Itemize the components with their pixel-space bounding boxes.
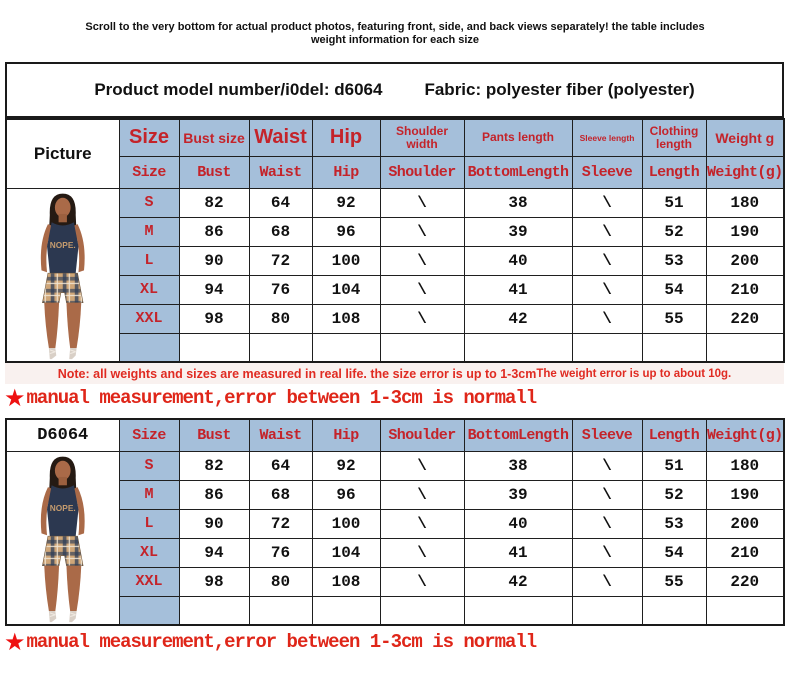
size-row <box>6 596 784 625</box>
header-size: Size <box>119 119 179 156</box>
measurement-cell: 39 <box>464 217 572 246</box>
model-photo <box>6 188 119 362</box>
star-icon: ★ <box>4 628 26 656</box>
size-row <box>6 567 784 596</box>
measurement-cell: \ <box>572 188 642 217</box>
measurement-cell: 52 <box>642 217 706 246</box>
measurement-cell: \ <box>380 275 464 304</box>
size-row <box>6 217 784 246</box>
measurement-cell: 39 <box>464 480 572 509</box>
measurement-cell: 190 <box>706 217 784 246</box>
measurement-cell: 42 <box>464 567 572 596</box>
size-row <box>6 480 784 509</box>
measurement-cell: 220 <box>706 304 784 333</box>
measurement-cell <box>464 596 572 625</box>
note-text-main: Note: all weights and sizes are measured in real life. the size error is up to 1-3cm <box>57 366 537 381</box>
measurement-cell: \ <box>380 246 464 275</box>
measurement-cell: 98 <box>179 567 249 596</box>
measurement-cell: 42 <box>464 304 572 333</box>
measurement-cell: 86 <box>179 217 249 246</box>
subheader-hip: Hip <box>312 156 380 188</box>
header-pants: Pants length <box>464 119 572 156</box>
header-shoulder: Shoulder width <box>380 119 464 156</box>
measurement-cell: 80 <box>249 304 312 333</box>
subheader-size: Size <box>119 156 179 188</box>
measurement-cell: 54 <box>642 538 706 567</box>
header-hip: Hip <box>312 119 380 156</box>
size-table-primary <box>5 118 785 363</box>
top-banner-line1: Scroll to the very bottom for actual product photos, featuring front, side, and back views separately! the table includes <box>85 21 705 33</box>
measurement-cell: 200 <box>706 509 784 538</box>
measurement-cell: 180 <box>706 451 784 480</box>
subheader-bust: Bust <box>179 419 249 451</box>
measurement-cell: \ <box>380 538 464 567</box>
subheader-length: Length <box>642 419 706 451</box>
top-banner-line2: weight information for each size <box>310 34 480 46</box>
size-label-cell: XL <box>119 275 179 304</box>
measurement-cell: \ <box>572 567 642 596</box>
note-text-sub: The weight error is up to about 10g. <box>536 367 732 380</box>
measurement-cell: 38 <box>464 188 572 217</box>
measurement-cell: \ <box>380 480 464 509</box>
measurement-cell: 76 <box>249 275 312 304</box>
size-label-cell: S <box>119 188 179 217</box>
header-waist: Waist <box>249 119 312 156</box>
header-row-1 <box>6 119 784 156</box>
manual-measurement-note-1 <box>4 386 790 410</box>
top-banner <box>0 0 790 47</box>
size-label-cell <box>119 596 179 625</box>
measurement-cell <box>179 596 249 625</box>
measurement-cell: 41 <box>464 538 572 567</box>
measurement-cell <box>249 596 312 625</box>
size-row <box>6 509 784 538</box>
measurement-cell: 90 <box>179 509 249 538</box>
note-bar <box>5 363 784 384</box>
measurement-cell: 64 <box>249 451 312 480</box>
measurement-cell: 53 <box>642 509 706 538</box>
size-label-cell: XXL <box>119 567 179 596</box>
size-label-cell: S <box>119 451 179 480</box>
measurement-cell: \ <box>572 509 642 538</box>
product-model-text: Product model number/i0del: d6064 <box>94 80 383 99</box>
measurement-cell <box>179 333 249 362</box>
measurement-cell <box>642 333 706 362</box>
measurement-cell: 55 <box>642 567 706 596</box>
size-row <box>6 246 784 275</box>
measurement-cell <box>572 333 642 362</box>
measurement-cell: 108 <box>312 567 380 596</box>
measurement-cell: \ <box>380 188 464 217</box>
measurement-cell <box>706 333 784 362</box>
measurement-cell <box>464 333 572 362</box>
size-row <box>6 451 784 480</box>
header-row-2 <box>6 156 784 188</box>
measurement-cell: 53 <box>642 246 706 275</box>
measurement-cell: 80 <box>249 567 312 596</box>
measurement-cell: 220 <box>706 567 784 596</box>
measurement-cell <box>706 596 784 625</box>
size-row <box>6 304 784 333</box>
size-label-cell: L <box>119 246 179 275</box>
measurement-cell: 72 <box>249 246 312 275</box>
header-row <box>6 419 784 451</box>
measurement-cell: 82 <box>179 451 249 480</box>
measurement-cell <box>312 333 380 362</box>
size-label-cell: XL <box>119 538 179 567</box>
measurement-cell <box>249 333 312 362</box>
manual-measurement-note-2 <box>4 630 790 654</box>
measurement-cell: \ <box>572 451 642 480</box>
subheader-shoulder: Shoulder <box>380 419 464 451</box>
subheader-weight-g: Weight(g) <box>706 156 784 188</box>
model-code-cell: D6064 <box>6 419 119 451</box>
measurement-cell: \ <box>572 304 642 333</box>
picture-header-cell: Picture <box>6 119 119 188</box>
model-photo <box>6 451 119 625</box>
measurement-cell: 40 <box>464 246 572 275</box>
measurement-cell: 38 <box>464 451 572 480</box>
measurement-cell: 51 <box>642 451 706 480</box>
subheader-waist: Waist <box>249 156 312 188</box>
star-icon: ★ <box>4 384 26 412</box>
measurement-cell: 190 <box>706 480 784 509</box>
measurement-cell: \ <box>380 567 464 596</box>
measurement-cell: 180 <box>706 188 784 217</box>
measurement-cell: \ <box>380 217 464 246</box>
measurement-cell <box>380 333 464 362</box>
measurement-cell: 94 <box>179 275 249 304</box>
measurement-cell: 51 <box>642 188 706 217</box>
measurement-cell: 210 <box>706 275 784 304</box>
size-row <box>6 188 784 217</box>
measurement-cell: 72 <box>249 509 312 538</box>
measurement-cell: 90 <box>179 246 249 275</box>
measurement-cell: 104 <box>312 538 380 567</box>
measurement-cell: 86 <box>179 480 249 509</box>
subheader-sleeve: Sleeve <box>572 419 642 451</box>
measurement-cell: 40 <box>464 509 572 538</box>
subheader-sleeve: Sleeve <box>572 156 642 188</box>
size-table-secondary <box>5 418 785 626</box>
measurement-cell: 200 <box>706 246 784 275</box>
measurement-cell: \ <box>380 451 464 480</box>
subheader-shoulder: Shoulder <box>380 156 464 188</box>
measurement-cell: 96 <box>312 480 380 509</box>
subheader-size: Size <box>119 419 179 451</box>
size-label-cell: M <box>119 480 179 509</box>
subheader-bust: Bust <box>179 156 249 188</box>
size-row <box>6 333 784 362</box>
subheader-hip: Hip <box>312 419 380 451</box>
measurement-cell: \ <box>572 275 642 304</box>
measurement-cell: \ <box>572 538 642 567</box>
measurement-cell: 76 <box>249 538 312 567</box>
header-bust-size: Bust size <box>179 119 249 156</box>
product-fabric-text: Fabric: polyester fiber (polyester) <box>424 80 695 99</box>
size-table-body <box>6 188 784 362</box>
size-label-cell: L <box>119 509 179 538</box>
measurement-cell: 100 <box>312 246 380 275</box>
manual-measurement-text: manual measurement,error between 1-3cm is normall <box>26 631 537 653</box>
size-label-cell: XXL <box>119 304 179 333</box>
size-label-cell: M <box>119 217 179 246</box>
measurement-cell: 98 <box>179 304 249 333</box>
measurement-cell: \ <box>572 217 642 246</box>
measurement-cell: 92 <box>312 451 380 480</box>
measurement-cell: 52 <box>642 480 706 509</box>
measurement-cell: \ <box>380 509 464 538</box>
subheader-weight-g: Weight(g) <box>706 419 784 451</box>
measurement-cell: 82 <box>179 188 249 217</box>
header-sleeve: Sleeve length <box>572 119 642 156</box>
measurement-cell <box>312 596 380 625</box>
measurement-cell: \ <box>572 246 642 275</box>
measurement-cell: 92 <box>312 188 380 217</box>
measurement-cell: 68 <box>249 217 312 246</box>
measurement-cell: 64 <box>249 188 312 217</box>
measurement-cell: 54 <box>642 275 706 304</box>
manual-measurement-text: manual measurement,error between 1-3cm is normall <box>26 387 537 409</box>
measurement-cell: 41 <box>464 275 572 304</box>
product-info-bar <box>5 62 784 118</box>
measurement-cell: 55 <box>642 304 706 333</box>
measurement-cell: 68 <box>249 480 312 509</box>
measurement-cell: 94 <box>179 538 249 567</box>
measurement-cell: 100 <box>312 509 380 538</box>
subheader-bottomlength: BottomLength <box>464 156 572 188</box>
size-row <box>6 275 784 304</box>
measurement-cell <box>642 596 706 625</box>
measurement-cell: 108 <box>312 304 380 333</box>
measurement-cell <box>380 596 464 625</box>
measurement-cell: 96 <box>312 217 380 246</box>
header-weight: Weight g <box>706 119 784 156</box>
subheader-bottomlength: BottomLength <box>464 419 572 451</box>
size-label-cell <box>119 333 179 362</box>
subheader-length: Length <box>642 156 706 188</box>
measurement-cell <box>572 596 642 625</box>
measurement-cell: \ <box>572 480 642 509</box>
measurement-cell: \ <box>380 304 464 333</box>
subheader-waist: Waist <box>249 419 312 451</box>
header-clothing: Clothing length <box>642 119 706 156</box>
size-table-body <box>6 451 784 625</box>
measurement-cell: 104 <box>312 275 380 304</box>
measurement-cell: 210 <box>706 538 784 567</box>
size-row <box>6 538 784 567</box>
